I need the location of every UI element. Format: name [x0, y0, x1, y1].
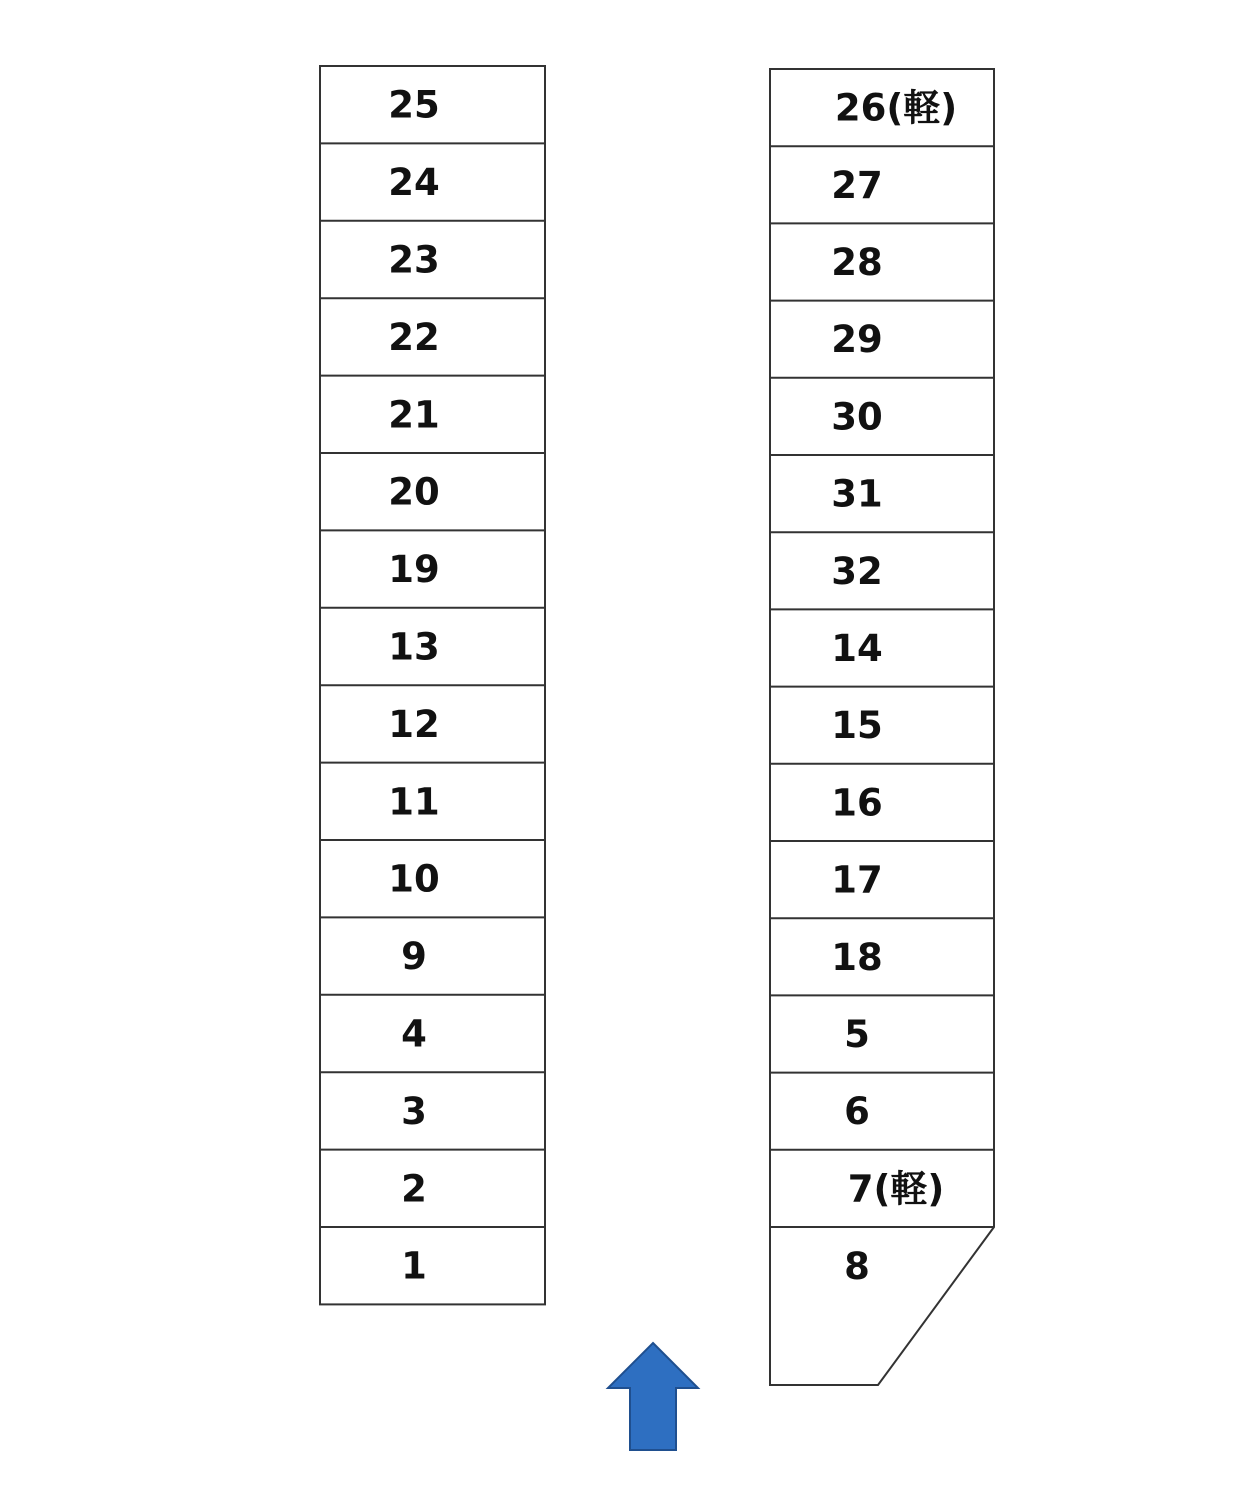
- right-parking-row: [770, 69, 994, 1385]
- parking-space-label: 1: [401, 1244, 427, 1288]
- parking-space-label: 30: [831, 395, 883, 439]
- parking-space-label: 9: [401, 935, 427, 979]
- parking-space-label: 2: [401, 1167, 427, 1211]
- parking-space-label: 15: [831, 704, 883, 748]
- parking-space-label: 21: [388, 393, 440, 437]
- parking-space-label: 25: [388, 83, 440, 127]
- parking-space-label: 20: [388, 470, 440, 514]
- parking-space-label: 4: [401, 1012, 427, 1056]
- parking-space-label: 23: [388, 238, 440, 282]
- parking-space-label: 8: [844, 1245, 870, 1288]
- parking-space-label: 29: [831, 318, 883, 362]
- left-parking-row: [320, 66, 545, 1304]
- parking-space-label: 28: [831, 241, 883, 284]
- parking-space-label: 5: [844, 1013, 870, 1056]
- entrance-arrow-icon: [608, 1343, 698, 1450]
- parking-space-label: 3: [401, 1089, 427, 1133]
- parking-space-label: 32: [831, 549, 883, 593]
- parking-space-label: 11: [388, 780, 440, 824]
- parking-space-label: 17: [831, 858, 883, 902]
- parking-space-label: 12: [388, 702, 440, 746]
- parking-space-label: 19: [388, 548, 440, 592]
- parking-space-label: 24: [388, 161, 440, 205]
- parking-space-label: 13: [388, 625, 440, 669]
- parking-space-label: 7(軽): [847, 1167, 945, 1211]
- parking-space-label: 6: [844, 1090, 870, 1134]
- parking-space-label: 18: [831, 935, 883, 979]
- parking-space-label: 27: [831, 163, 883, 207]
- parking-space-label: 31: [831, 472, 883, 516]
- parking-space-label: 26(軽): [834, 86, 958, 130]
- parking-space-label: 10: [388, 857, 440, 901]
- parking-space-label: 14: [831, 627, 883, 670]
- parking-space-label: 22: [388, 315, 440, 359]
- parking-space-label: 16: [831, 781, 883, 825]
